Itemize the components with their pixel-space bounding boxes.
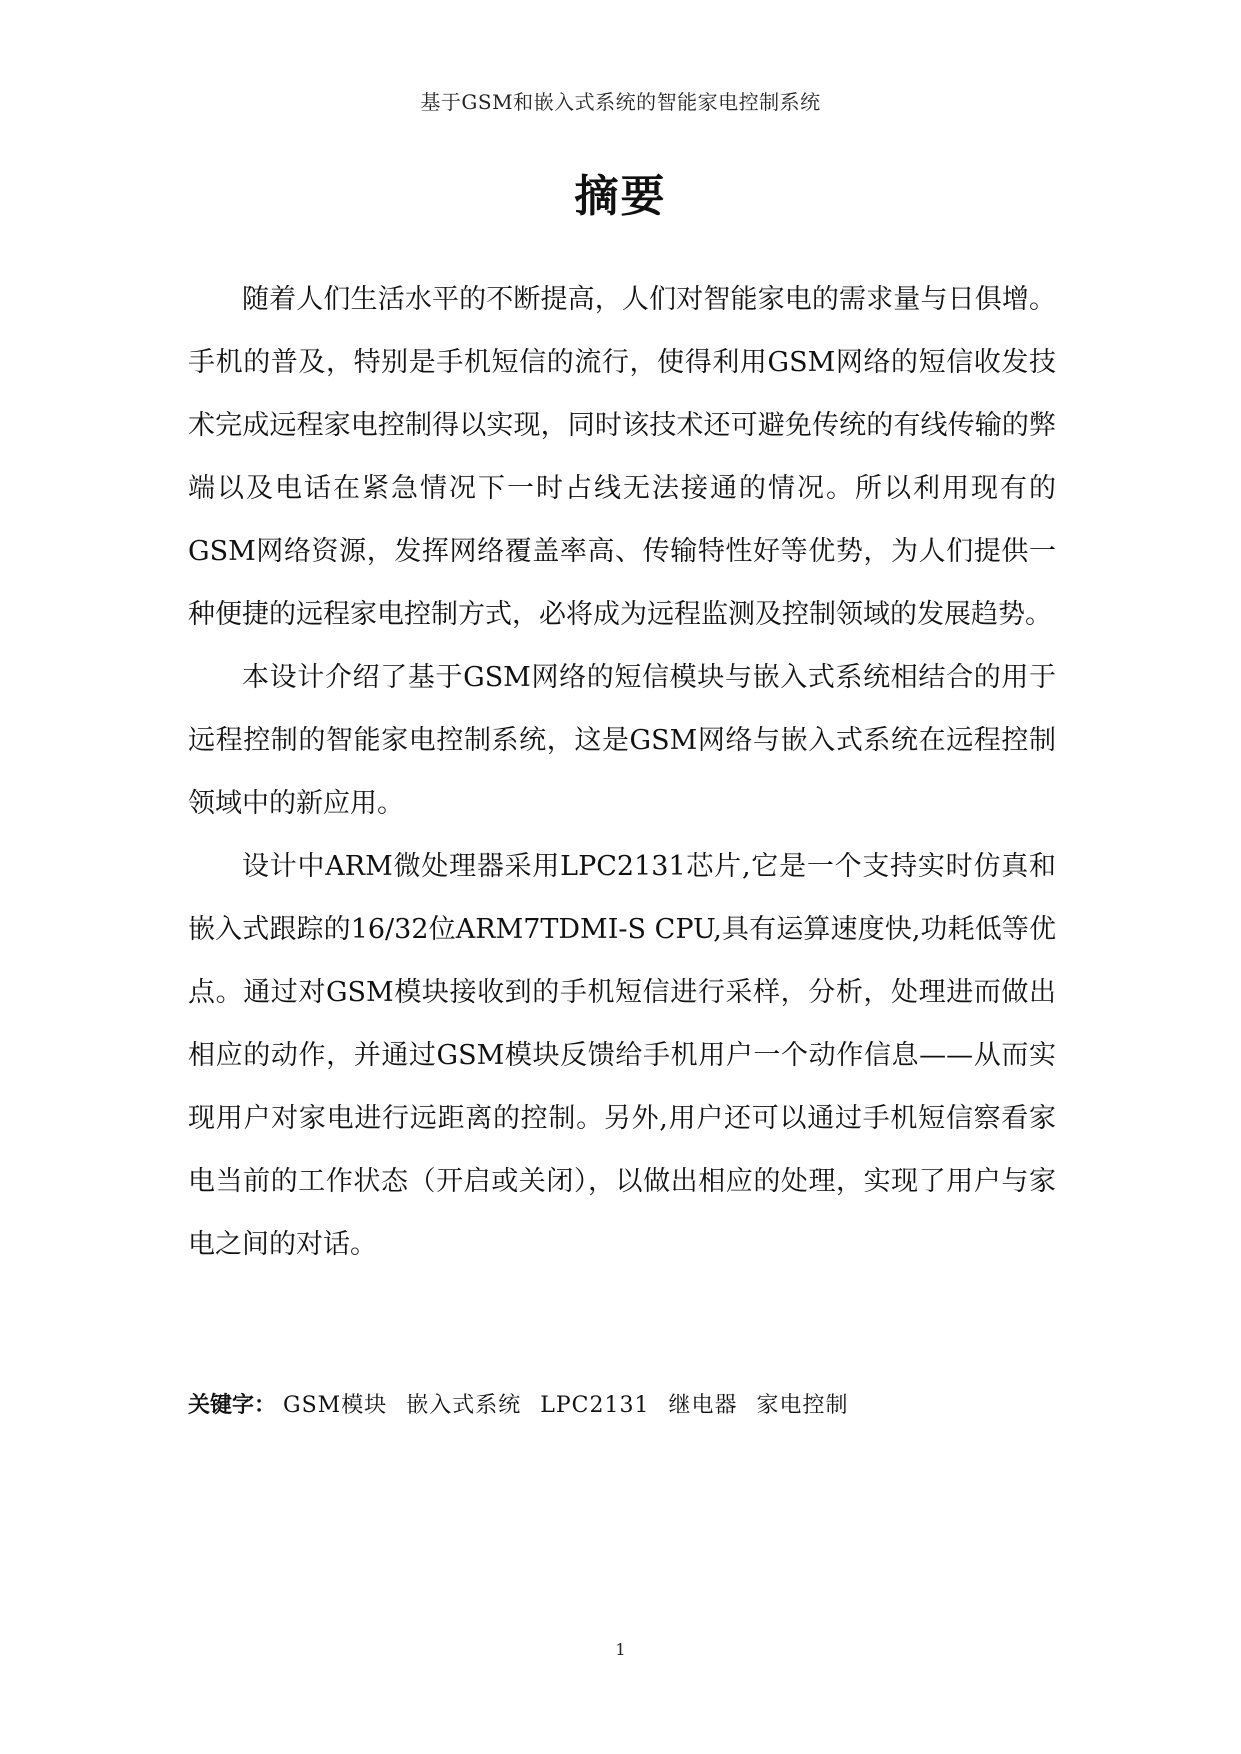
abstract-paragraph-3: 设计中ARM微处理器采用LPC2131芯片,它是一个支持实时仿真和嵌入式跟踪的16/32位ARM7TDMI-S CPU,具有运算速度快,功耗低等优点。通过对GSM模块接收到的手机短信进行采样，分析，处理进而做出相应的动作，并通过GSM模块反馈给手机用户一个动作信息——从而实现用户对家电进行远距离的控制。另外,用户还可以通过手机短信察看家电当前的工作状态（开启或关闭），以做出相应的处理，实现了用户与家电之间的对话。	[188, 851, 1056, 1260]
keywords-line	[188, 1388, 1056, 1424]
keyword-item: 嵌入式系统	[406, 1393, 522, 1418]
abstract-paragraph-2: 本设计介绍了基于GSM网络的短信模块与嵌入式系统相结合的用于远程控制的智能家电控制系统，这是GSM网络与嵌入式系统在远程控制领域中的新应用。	[188, 662, 1056, 819]
page-number: 1	[615, 1640, 626, 1659]
abstract-paragraph-1: 随着人们生活水平的不断提高，人们对智能家电的需求量与日俱增。手机的普及，特别是手机短信的流行，使得利用GSM网络的短信收发技术完成远程家电控制得以实现，同时该技术还可避免传统的有线传输的弊端以及电话在紧急情况下一时占线无法接通的情况。所以利用现有的GSM网络资源，发挥网络覆盖率高、传输特性好等优势，为人们提供一种便捷的远程家电控制方式，必将成为远程监测及控制领域的发展趋势。	[188, 284, 1056, 630]
running-header: 基于GSM和嵌入式系统的智能家电控制系统	[420, 90, 821, 114]
keyword-item: GSM模块	[283, 1393, 388, 1418]
keyword-item: 家电控制	[756, 1393, 849, 1418]
keyword-item: LPC2131	[540, 1393, 650, 1418]
page-title: 摘要	[574, 171, 667, 222]
keyword-item: 继电器	[668, 1393, 738, 1418]
keywords-label: 关键字：	[188, 1393, 277, 1418]
abstract-body	[188, 268, 1056, 1276]
